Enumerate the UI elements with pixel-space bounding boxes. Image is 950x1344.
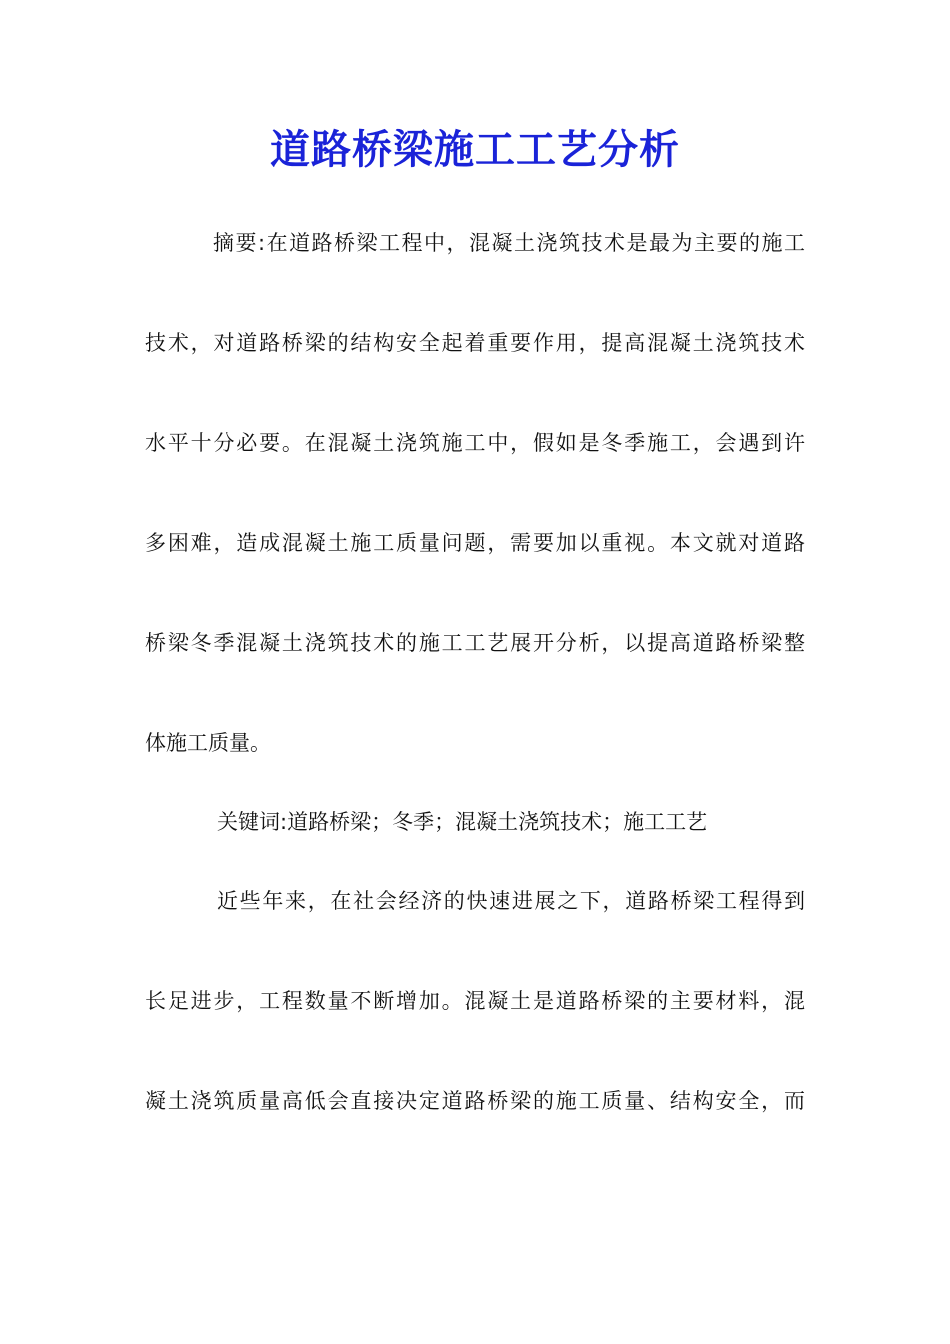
keywords-line: 关键词:道路桥梁；冬季；混凝土浇筑技术；施工工艺 [217,810,708,834]
abstract-line-1: 摘要:在道路桥梁工程中，混凝土浇筑技术是最为主要的施工 [213,231,805,255]
abstract-line-4: 多困难，造成混凝土施工质量问题，需要加以重视。本文就对道路 [145,531,805,555]
abstract-line-2: 技术，对道路桥梁的结构安全起着重要作用，提高混凝土浇筑技术 [145,331,805,355]
document-title: 道路桥梁施工工艺分析 [270,126,680,173]
abstract-line-5: 桥梁冬季混凝土浇筑技术的施工工艺展开分析，以提高道路桥梁整 [145,631,805,655]
abstract-line-3: 水平十分必要。在混凝土浇筑施工中，假如是冬季施工，会遇到许 [145,431,805,455]
body-line-3: 凝土浇筑质量高低会直接决定道路桥梁的施工质量、结构安全，而 [145,1089,805,1113]
body-line-1: 近些年来，在社会经济的快速进展之下，道路桥梁工程得到 [217,889,805,913]
body-line-2: 长足进步，工程数量不断增加。混凝土是道路桥梁的主要材料，混 [145,989,805,1013]
abstract-line-6: 体施工质量。 [145,731,271,755]
